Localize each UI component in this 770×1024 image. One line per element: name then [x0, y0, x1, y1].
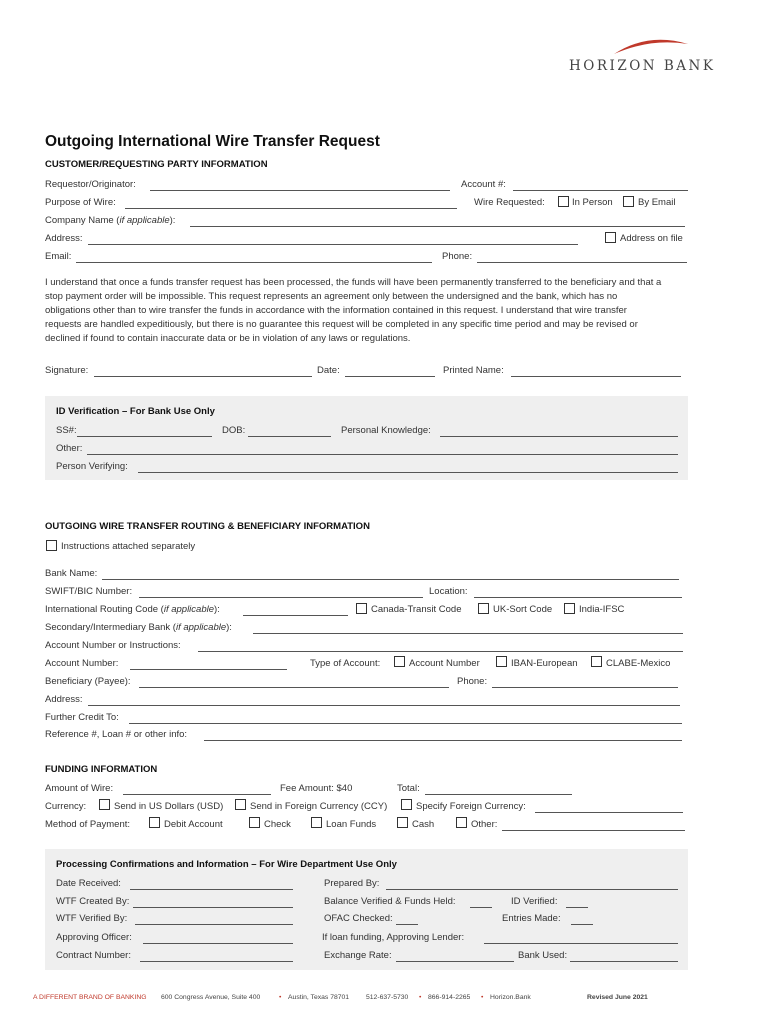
check-label: Check [264, 819, 291, 830]
customer-heading: CUSTOMER/REQUESTING PARTY INFORMATION [45, 159, 268, 170]
india-ifsc-label: India-IFSC [579, 604, 625, 615]
footer-phone-1: 512-637-5730 [366, 994, 409, 1001]
bank-name-label: Bank Name: [45, 568, 98, 579]
type-of-account-label: Type of Account: [310, 658, 381, 669]
specify-currency-checkbox[interactable] [401, 799, 412, 810]
swift-field[interactable] [139, 587, 423, 598]
address-on-file-checkbox[interactable] [605, 232, 616, 243]
ss-field[interactable] [77, 426, 212, 437]
iban-checkbox[interactable] [496, 656, 507, 667]
in-person-checkbox[interactable] [558, 196, 569, 207]
signature-field[interactable] [94, 366, 312, 377]
secondary-bank-label: Secondary/Intermediary Bank (if applicable): [45, 622, 232, 633]
date-received-field[interactable] [130, 879, 293, 890]
canada-transit-checkbox[interactable] [356, 603, 367, 614]
footer-revised: Revised June 2021 [587, 994, 648, 1001]
personal-knowledge-field[interactable] [440, 426, 678, 437]
email-field[interactable] [76, 252, 432, 263]
date-field[interactable] [345, 366, 435, 377]
footer-city: Austin, Texas 78701 [288, 994, 350, 1001]
balance-verified-label: Balance Verified & Funds Held: [324, 896, 456, 907]
location-field[interactable] [474, 587, 682, 598]
personal-knowledge-label: Personal Knowledge: [341, 425, 431, 436]
requestor-label: Requestor/Originator: [45, 179, 136, 190]
loan-funds-checkbox[interactable] [311, 817, 322, 828]
funding-heading: FUNDING INFORMATION [45, 764, 158, 775]
beneficiary-field[interactable] [139, 677, 449, 688]
uk-sort-label: UK-Sort Code [493, 604, 553, 615]
ofac-label: OFAC Checked: [324, 913, 393, 924]
disclaimer-line: obligations other than to wire transfer the funds in accordance with the information contained in this request. I understand that wire transfer [45, 305, 627, 316]
cash-label: Cash [412, 819, 435, 830]
other-label: Other: [56, 443, 83, 454]
account-number-label: Account Number: [45, 658, 119, 669]
date-received-label: Date Received: [56, 878, 121, 889]
printed-name-field[interactable] [511, 366, 681, 377]
dob-label: DOB: [222, 425, 246, 436]
further-credit-label: Further Credit To: [45, 712, 119, 723]
loan-funds-label: Loan Funds [326, 819, 377, 830]
processing-heading: Processing Confirmations and Information – For Wire Department Use Only [56, 859, 397, 870]
address-field[interactable] [88, 234, 578, 245]
wtf-verified-field[interactable] [135, 914, 293, 925]
approving-officer-field[interactable] [143, 933, 293, 944]
disclaimer-line: stop payment order will be impossible. This request represents an agreement only between the undersigned and the bank, which has no [45, 291, 618, 302]
footer-address: 600 Congress Avenue, Suite 400 [161, 994, 261, 1001]
uk-sort-checkbox[interactable] [478, 603, 489, 614]
logo-swoosh [610, 36, 690, 56]
intl-routing-label: International Routing Code (if applicable): [45, 604, 220, 615]
secondary-bank-field[interactable] [253, 623, 683, 634]
specify-currency-label: Specify Foreign Currency: [416, 801, 526, 812]
footer-bullet: • [419, 994, 422, 1001]
iban-label: IBAN-European [511, 658, 578, 669]
account-field[interactable] [513, 180, 688, 191]
entries-made-field[interactable] [571, 914, 593, 925]
ss-label: SS#: [56, 425, 77, 436]
id-verified-field[interactable] [566, 897, 588, 908]
ofac-field[interactable] [396, 914, 418, 925]
person-verifying-field[interactable] [138, 462, 678, 473]
contract-number-label: Contract Number: [56, 950, 131, 961]
debit-account-label: Debit Account [164, 819, 223, 830]
clabe-checkbox[interactable] [591, 656, 602, 667]
total-label: Total: [397, 783, 420, 794]
disclaimer-line: I understand that once a funds transfer request has been processed, the funds will have been permanently transferred to the beneficiary and that a [45, 277, 662, 288]
wtf-verified-label: WTF Verified By: [56, 913, 128, 924]
debit-account-checkbox[interactable] [149, 817, 160, 828]
person-verifying-label: Person Verifying: [56, 461, 128, 472]
method-label: Method of Payment: [45, 819, 131, 830]
disclaimer-line: requests are handled expeditiously, but there is no guarantee this request will be completed in any specific time period and may be revised or [45, 319, 638, 330]
date-label: Date: [317, 365, 340, 376]
acct-or-instructions-field[interactable] [198, 641, 683, 652]
footer-bullet: • [481, 994, 484, 1001]
printed-name-label: Printed Name: [443, 365, 504, 376]
canada-transit-label: Canada-Transit Code [371, 604, 462, 615]
usd-label: Send in US Dollars (USD) [114, 801, 224, 812]
beneficiary-phone-field[interactable] [492, 677, 678, 688]
footer-web: Horizon.Bank [490, 994, 531, 1001]
id-verification-heading: ID Verification – For Bank Use Only [56, 406, 215, 417]
other-payment-field[interactable] [502, 820, 685, 831]
prepared-by-field[interactable] [386, 879, 678, 890]
cash-checkbox[interactable] [397, 817, 408, 828]
company-label: Company Name (if applicable): [45, 215, 176, 226]
disclaimer-line: declined if found to contain inaccurate data or be in violation of any laws or regulations. [45, 333, 411, 344]
dob-field[interactable] [248, 426, 331, 437]
loan-funding-label: If loan funding, Approving Lender: [322, 932, 465, 943]
purpose-label: Purpose of Wire: [45, 197, 116, 208]
total-field[interactable] [425, 784, 572, 795]
exchange-rate-label: Exchange Rate: [324, 950, 392, 961]
by-email-checkbox[interactable] [623, 196, 634, 207]
type-account-number-label: Account Number [409, 658, 480, 669]
signature-label: Signature: [45, 365, 89, 376]
bank-name-field[interactable] [102, 569, 679, 580]
amount-field[interactable] [123, 784, 271, 795]
other-field[interactable] [87, 444, 678, 455]
other-payment-label: Other: [471, 819, 498, 830]
exchange-rate-field[interactable] [396, 951, 514, 962]
contract-number-field[interactable] [140, 951, 293, 962]
loan-funding-field[interactable] [484, 933, 678, 944]
fee-amount: Fee Amount: $40 [280, 783, 353, 794]
instructions-attached-checkbox[interactable] [46, 540, 57, 551]
entries-made-label: Entries Made: [502, 913, 561, 924]
usd-checkbox[interactable] [99, 799, 110, 810]
phone-field[interactable] [477, 252, 687, 263]
company-field[interactable] [190, 216, 685, 227]
prepared-by-label: Prepared By: [324, 878, 380, 889]
wire-requested-label: Wire Requested: [474, 197, 545, 208]
balance-verified-field[interactable] [470, 897, 492, 908]
further-credit-field[interactable] [129, 713, 682, 724]
amount-label: Amount of Wire: [45, 783, 114, 794]
requestor-field[interactable] [150, 180, 450, 191]
address-label: Address: [45, 233, 83, 244]
ccy-label: Send in Foreign Currency (CCY) [250, 801, 388, 812]
address-on-file-label: Address on file [620, 233, 683, 244]
beneficiary-address-label: Address: [45, 694, 83, 705]
instructions-attached-label: Instructions attached separately [61, 541, 196, 552]
beneficiary-phone-label: Phone: [457, 676, 488, 687]
intl-routing-field[interactable] [243, 605, 348, 616]
bank-used-label: Bank Used: [518, 950, 568, 961]
ccy-checkbox[interactable] [235, 799, 246, 810]
acct-or-instructions-label: Account Number or Instructions: [45, 640, 181, 651]
location-label: Location: [429, 586, 468, 597]
specify-currency-field[interactable] [535, 802, 683, 813]
wtf-created-label: WTF Created By: [56, 896, 130, 907]
reference-label: Reference #, Loan # or other info: [45, 729, 188, 740]
in-person-label: In Person [572, 197, 613, 208]
footer-phone-2: 866-914-2265 [428, 994, 471, 1001]
check-checkbox[interactable] [249, 817, 260, 828]
beneficiary-label: Beneficiary (Payee): [45, 676, 131, 687]
swift-label: SWIFT/BIC Number: [45, 586, 133, 597]
id-verified-label: ID Verified: [511, 896, 558, 907]
clabe-label: CLABE-Mexico [606, 658, 671, 669]
phone-label: Phone: [442, 251, 473, 262]
purpose-field[interactable] [125, 198, 457, 209]
beneficiary-address-field[interactable] [88, 695, 680, 706]
approving-officer-label: Approving Officer: [56, 932, 132, 943]
by-email-label: By Email [638, 197, 676, 208]
other-payment-checkbox[interactable] [456, 817, 467, 828]
email-label: Email: [45, 251, 72, 262]
footer-brand: A DIFFERENT BRAND OF BANKING [33, 994, 147, 1001]
bank-used-field[interactable] [570, 951, 678, 962]
wtf-created-field[interactable] [133, 897, 293, 908]
account-number-field[interactable] [130, 659, 287, 670]
currency-label: Currency: [45, 801, 87, 812]
reference-field[interactable] [204, 730, 682, 741]
bank-logo: HORIZON BANK [569, 58, 716, 74]
account-label: Account #: [461, 179, 506, 190]
type-account-number-checkbox[interactable] [394, 656, 405, 667]
india-ifsc-checkbox[interactable] [564, 603, 575, 614]
routing-heading: OUTGOING WIRE TRANSFER ROUTING & BENEFICIARY INFORMATION [45, 521, 370, 532]
page-title: Outgoing International Wire Transfer Request [45, 133, 380, 150]
footer-bullet: • [279, 994, 282, 1001]
